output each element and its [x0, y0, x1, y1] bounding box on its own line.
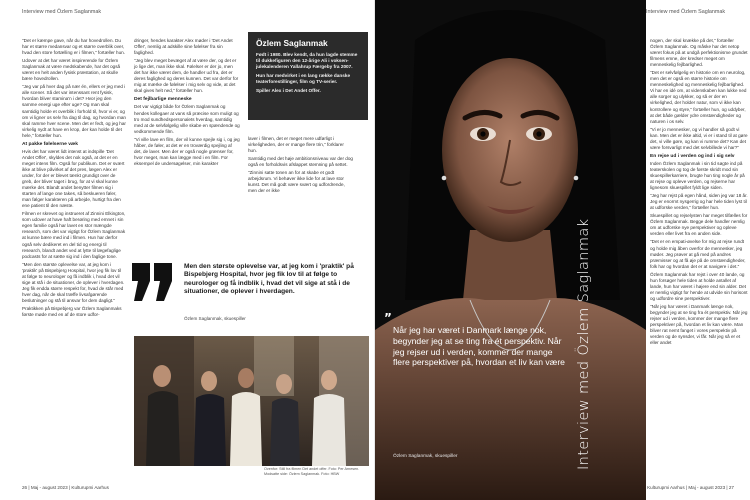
- photo-caption: Ovenfor: Still fra filmen Det andet offer. Foto: Per Arnesen. Modsatte side: Özlem Saglanmak. Foto: HBW: [264, 467, 360, 476]
- text-column-2: [134, 38, 240, 169]
- running-head: Interview med Özlem Saglanmak: [22, 9, 102, 15]
- vertical-title: Interview med Özlem Saglanmak: [576, 218, 592, 470]
- paragraph: nogen, der skal knække på det," fortæller Özlem Saglanmak. Og måske har det netop været fokus på at undgå perfektionisme grundet filmens emne, der kredser meget om menneskelig fejlbarlighed.: [650, 38, 748, 68]
- film-still-photo: [134, 336, 369, 466]
- page-folio: Kulturupmi Aarhus | Maj - august 2023 | 27: [647, 485, 734, 490]
- paragraph: Filmen er skrevet og instrueret af Zinnini Elkington, som udover at have haft berøring med emnet i sin egen familie også har lavet en stor mængde research, som det var vigtigt for Özlem Saglanmak at kunne bære med ind i filmen. Hun har derfor også selv dedikeret en del tid og energi til research, blandt andet ved at lytte til lægefaglige podcasts for at sætte sig ind i den faglige tone.: [22, 211, 126, 259]
- section-heading: At pakke følelserne væk: [22, 141, 78, 147]
- paragraph: "Det er en empati-øvelse for mig at rejse rundt og holde mig åben overfor de mennesker, jeg møder. Jeg prøver at gå med på andres præmisser og at få øje på de omstændigheder, folk har og hvordan det er at navigere i det.": [650, 239, 746, 269]
- pull-quote: [22, 255, 367, 325]
- pull-quote-credit: Özlem Saglanmak, skuespiller: [184, 316, 246, 321]
- paragraph: dringer, hendes karakter Alex møder i 'Det Andet Offer', nemlig at adskille sine følelser fra sin faglighed.: [134, 38, 233, 56]
- right-page: [375, 0, 750, 500]
- info-box-text: Spiller Alex i Det Andet Offer.: [256, 88, 321, 94]
- right-text-area: [646, 0, 750, 500]
- portrait-photo: [375, 0, 646, 500]
- text-column-3: [248, 136, 354, 196]
- paragraph: "Jeg har rejst på egen hånd, siden jeg var 18 år. Jeg er enormt nysgerrig og har hele tiden lyst til at udforske verden," fortæller hun.: [650, 193, 748, 211]
- paragraph: Özlem Saglanmak har rejst i over 40 lande, og hun forsøger hele tiden at holde antallet af lande, hun har været i højere end sin alder. Det er nemlig vigtigt for hende at udvide sin horisont og udfordre sine perspektiver.: [650, 271, 748, 301]
- paragraph: Skuespillet og rejselysten har meget tilfælles for Özlem Saglanmak. Begge dele handler nemlig om at udforske nye perspektiver og opleve verden eller livet fra en anden side.: [650, 213, 748, 237]
- section-heading: Det fejlbarlige menneske: [134, 97, 192, 103]
- pull-quote-text: Men den største oplevelse var, at jeg kom i 'praktik' på Bispebjerg Hospital, hvor jeg fik lov til at følge to neurologer og få indblik i, hvad det vil sige at stå i de situationer, de oplever i hverdagen.: [184, 263, 354, 295]
- paragraph: "Jeg var på hver dag på nær én, ellers er jeg med i alle scener. Så det var intenssant rent fysisk, hvordan bliver stamina'n i det? Hvor jeg den samme energi uge efter uge? Og man skal samtidig holde et overblik i forhold til, hvor vi er, og om vi ligner os selv fra dag til dag, og hvordan man skal ramme hver scene. Men det er fedt, og jeg har virkelig nydt at have en krop, der kan holde til det hele," fortæller hun.: [22, 84, 126, 138]
- spine-shadow: [374, 0, 376, 500]
- info-box-text: Født i 1980. Blev kendt, da hun lagde stemme til dukkefiguren den 12-årige Ali i voksen-julekalenderen Yallahrup Færgeby fra 2007.: [256, 52, 358, 70]
- paragraph: "Jeg blev meget bevæget af at være der, og det er jo lige det, man ikke skal. Følelser er der jo, men det har ikke været dem, de handler ud fra, det er deres faglighed og deres kunnen. Det var derfor for mig at mærke de følelser i mig selv og vide, at det skal gives helt ned," fortæller hun.: [134, 58, 239, 94]
- paragraph: Det var vigtigt både for Özlem Saglanmak og hendes kollegaer at vans så præcise som muligt og tro mod sundhedspersonalets hverdag, samtidig med at de selvfølgelig ville skabe en spændende og vedkommende film.: [134, 104, 240, 134]
- quote-mark-icon: [130, 259, 176, 305]
- portrait-quote-credit: Özlem Saglanmak, skuespiller: [393, 454, 458, 459]
- quote-mark-icon: ”: [384, 311, 392, 325]
- paragraph: "Det er selvfølgelig en historie om en neurolog, men det er også en større historie om menneskelighed og menneskelig fejlbarlighed. Vi har en idé om, at videnskaben kan lukke ned alle sorger og ulykker, og så er der en virkelighed, der holder natur, som vi ikke kan kontrollere og styre," fortæller hun, og uddyber, at det både gælder ydre omstændigheder og naturen i os selv.: [650, 70, 747, 124]
- paragraph: Udover at det har været inspirerende for Özlem Saglanmak at være medskabende, har det også været en helt anden fysisk præstation, at skulle bære hovedrollen.: [22, 58, 121, 82]
- paragraph: "Når jeg har været i Danmark længe nok, begynder jeg at se ting fra ét perspektiv. Når jeg rejser ud i verden, kommer der mange flere perspektiver på, hvordan et liv kan være. Man bliver rat nemt fanget i vores perspektiv på verden og de synsder, vi får. Når jeg så er et eller andet: [650, 303, 748, 346]
- paragraph: "Vi er jo mennesker, og vi handler så godt vi kan. Men det er ikke altid, vi er i stand til at gøre det, vi ville gøre, og kan vi rumme det? Kan det være forsvarligt med det selvbillede vi har?": [650, 126, 748, 150]
- info-box-title: Özlem Saglanmak: [256, 38, 328, 48]
- paragraph: laver i filmen, det er meget mere udførligt i virkeligheden, der er mange flere trin," forklarer hun.: [248, 136, 344, 154]
- portrait-quote-text: Når jeg har været i Danmark længe nok, begynder jeg at se ting fra ét perspektiv. Når jeg rejser ud i verden, kommer der mange flere perspektiver på, hvordan et liv kan være: [393, 325, 565, 368]
- paragraph: "Vi ville lave en film, der vil kunne spejle sig i, og jeg håber, de føler, at det er en troværdig spejling af det, de laver. Men der er også nogle grænser for, hvor meget, man kan lægge med i en film. For eksempel de undersøgelser, min karakter: [134, 136, 240, 166]
- section-heading: En rejse ud i verden og ind i sig selv: [650, 153, 735, 159]
- paragraph: Praktikken på Bispebjerg var Özlem Saglanmaks første møde med en af de store udfor-: [22, 305, 122, 318]
- info-box: [248, 32, 368, 120]
- running-head: Interview med Özlem Saglanmak: [646, 9, 726, 15]
- paragraph: Samtidig med det høje ambitionsniveau var der dog også en forholdsvis afslappet stemning på settet.: [248, 156, 353, 168]
- text-column-4: [650, 38, 748, 348]
- paragraph: Inden Özlem Saglanmak i sin tid søgte ind på teaterskolen og tog de første skridt mod sin skuespillerkarriere, brugte hun ting nogle år på at rejse og opleve verden, og rejserne har lignesom skuespillet fyldt lige siden.: [650, 160, 745, 191]
- paragraph: Hvis det har været lidt intenst at indspille 'Det Andet Offer', skyldes det nok også, at det er en meget intens film. Også for publikum. Det er svært ikke at blive påvirket af det pres, lægen Alex er under, for der er blevet tænkt grundigt over de greb, der bliver taget i brug, for at vi skal kunne mærke det. Blandt andet benytter filmen sig i starten af lange one takes, så beskueren føler, man følger karakteren på arbejde, hurtigt fra den ene patient til den næste.: [22, 148, 125, 209]
- info-box-text: Hun har medvirket i en lang række danske teaterforestillinger, film og TV-serier.: [256, 73, 351, 85]
- paragraph: "Zinnini satte tonen an for at skabe et godt arbejdsrum. Vi behøver ikke lide for at lave stor kunst. Det må godt være svært og udfordrende, men der er ikke: [248, 170, 345, 194]
- paragraph: "Men den største oplevelse var, at jeg kom i 'praktik' på Bispebjerg Hospital, hvor jeg fik lov til at følge to neurologer og få indblik i, hvad det vil sige at stå i de situationer, de oplever i hverdagen. Jeg fik endda større respekt for, hvad de står med hver dag, når de skal træffe livsafgørende beslutninger og stå til ansvar for dem dagligt.": [22, 261, 125, 303]
- paragraph: "Det er kæmpe gave, når du har hovedrollen. Du har et større medansvar og et større overblik over, hvad den store fortælling er i filmen," fortæller hun.: [22, 38, 125, 56]
- page-folio: 26 | Maj - august 2023 | Kulturupmi Aarhus: [22, 485, 109, 490]
